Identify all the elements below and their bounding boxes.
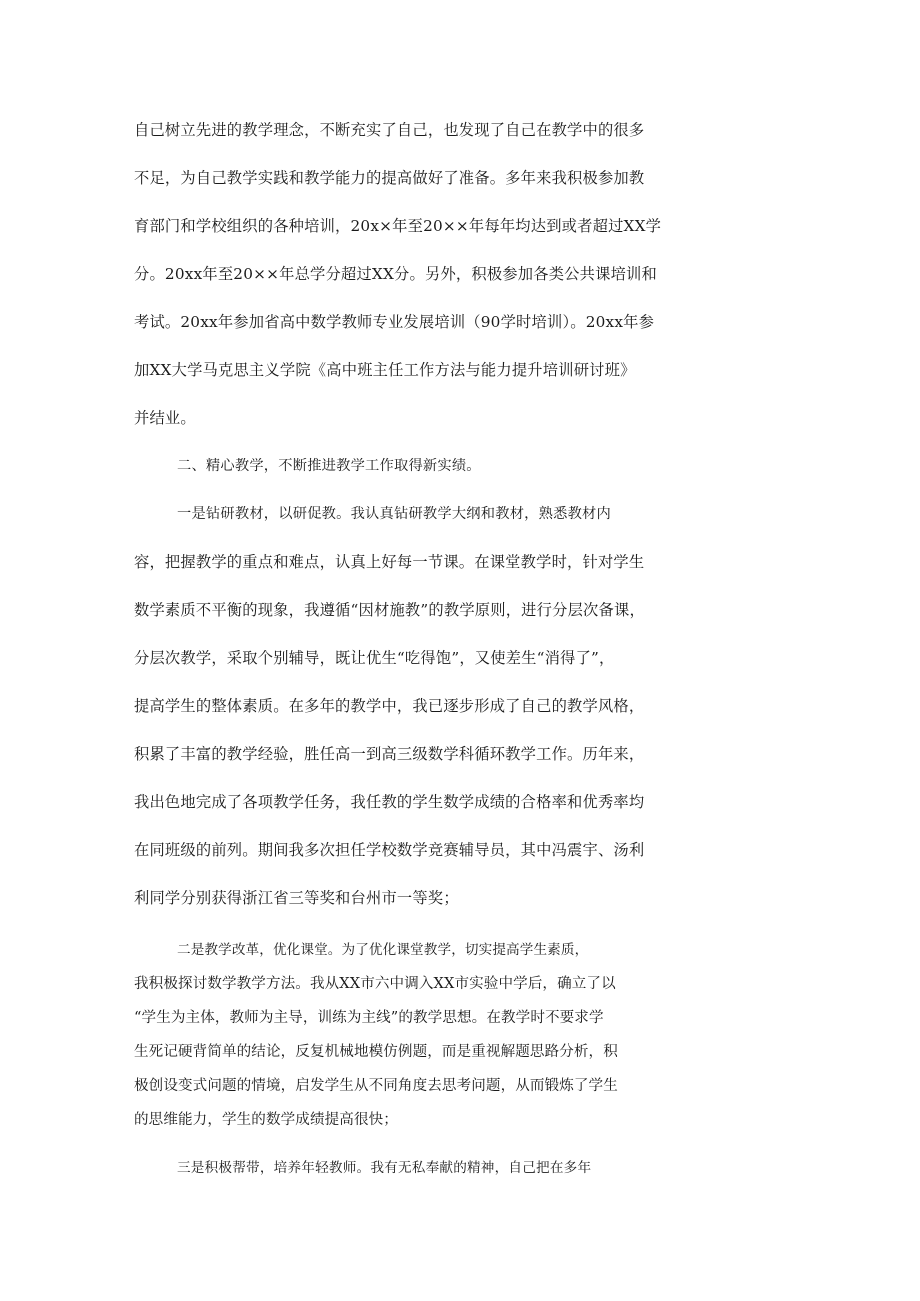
text-line: 我出色地完成了各项教学任务，我任教的学生数学成绩的合格率和优秀率均 bbox=[134, 793, 645, 811]
text-line: 考试。20xx年参加省高中数学教师专业发展培训（90学时培训）。20xx年参 bbox=[134, 313, 655, 331]
text-line: 不足，为自己教学实践和教学能力的提高做好了准备。多年来我积极参加教 bbox=[134, 169, 645, 187]
text-line: 并结业。 bbox=[134, 409, 196, 427]
text-line: 二是教学改革，优化课堂。为了优化课堂教学，切实提高学生素质， bbox=[177, 942, 589, 958]
text-line: 利同学分别获得浙江省三等奖和台州市一等奖； bbox=[134, 889, 459, 907]
text-line: 分层次教学，采取个别辅导，既让优生“吃得饱”，又使差生“消得了”， bbox=[134, 649, 615, 667]
text-line: 我积极探讨数学教学方法。我从XX市六中调入XX市实验中学后，确立了以 bbox=[134, 975, 616, 992]
text-line: “学生为主体，教师为主导，训练为主线”的教学思想。在教学时不要求学 bbox=[134, 1009, 604, 1026]
text-line: 分。20xx年至20××年总学分超过XX分。另外，积极参加各类公共课培训和 bbox=[134, 265, 657, 283]
text-line: 极创设变式问题的情境，启发学生从不同角度去思考问题，从而锻炼了学生 bbox=[134, 1077, 618, 1094]
text-line: 在同班级的前列。期间我多次担任学校数学竞赛辅导员，其中冯震宇、汤利 bbox=[134, 841, 645, 859]
text-line: 积累了丰富的教学经验，胜任高一到高三级数学科循环教学工作。历年来， bbox=[134, 745, 645, 763]
text-line: 育部门和学校组织的各种培训，20x×年至20××年每年均达到或者超过XX学 bbox=[134, 217, 662, 235]
text-line: 生死记硬背简单的结论，反复机械地模仿例题，而是重视解题思路分析，积 bbox=[134, 1043, 618, 1060]
text-line: 数学素质不平衡的现象，我遵循“因材施教”的教学原则，进行分层次备课， bbox=[134, 601, 645, 619]
text-line: 容，把握教学的重点和难点，认真上好每一节课。在课堂教学时，针对学生 bbox=[134, 553, 645, 571]
text-line: 一是钻研教材，以研促教。我认真钻研教学大纲和教材，熟悉教材内 bbox=[177, 506, 611, 522]
text-line: 自己树立先进的教学理念，不断充实了自己，也发现了自己在教学中的很多 bbox=[134, 121, 645, 139]
text-line: 提高学生的整体素质。在多年的教学中，我已逐步形成了自己的教学风格， bbox=[134, 697, 645, 715]
text-line: 的思维能力，学生的数学成绩提高很快； bbox=[134, 1111, 398, 1128]
text-line: 加XX大学马克思主义学院《高中班主任工作方法与能力提升培训研讨班》 bbox=[134, 361, 636, 379]
section-heading: 二、精心教学，不断推进教学工作取得新实绩。 bbox=[177, 458, 481, 474]
text-line: 三是积极帮带，培养年轻教师。我有无私奉献的精神，自己把在多年 bbox=[177, 1160, 592, 1176]
